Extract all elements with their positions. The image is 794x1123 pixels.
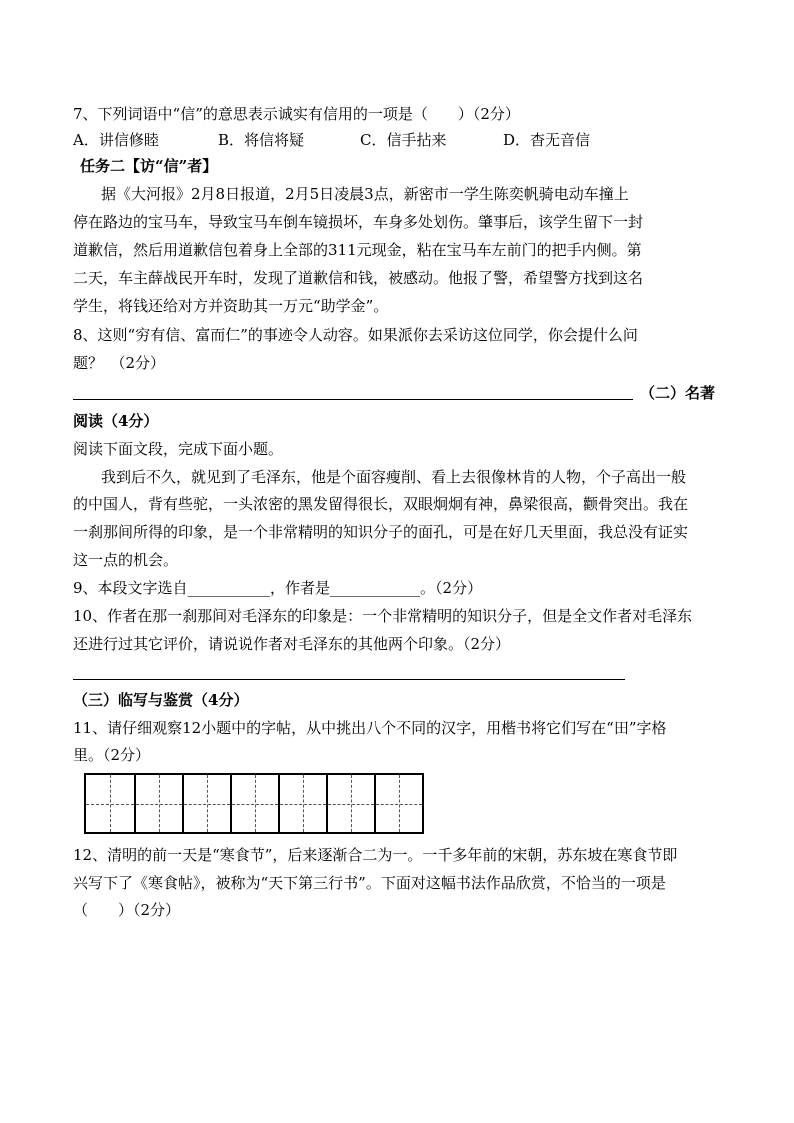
task2-para-line: 二天，车主薛战民开车时，发现了道歉信和钱，被感动。他报了警，希望警方找到这名	[73, 269, 644, 287]
task2-para-line: 学生，将钱还给对方并资助其一万元“助学金”。	[73, 297, 389, 315]
excerpt-line: 我到后不久，就见到了毛泽东，他是个面容瘦削、看上去很像林肯的人物，个子高出一般	[101, 468, 687, 486]
section2-title-cont: 阅读（4分）	[73, 412, 159, 430]
q10-stem-cont: 还进行过其它评价，请说说作者对毛泽东的其他两个印象。（2分）	[73, 635, 511, 653]
q7-option-b: B．将信将疑	[218, 131, 305, 149]
q8-stem: 8、这则“穷有信、富而仁”的事迹令人动容。如果派你去采访这位同学，你会提什么问	[73, 326, 638, 344]
tian-grid-cell[interactable]	[182, 775, 230, 832]
q12-stem-cont: 兴写下了《寒食帖》，被称为“天下第三行书”。下面对这幅书法作品欣赏，不恰当的一项是	[73, 874, 666, 892]
excerpt-line: 这一点的机会。	[73, 551, 179, 569]
q10-stem: 10、作者在那一刹那间对毛泽东的印象是：一个非常精明的知识分子，但是全文作者对毛泽东	[73, 607, 693, 625]
q9-stem: 9、本段文字选自___________，作者是____________。（2分）	[73, 579, 483, 597]
q12-stem: 12、清明的前一天是“寒食节”，后来逐渐合二为一。一千多年前的宋朝，苏东坡在寒食节即	[73, 846, 678, 864]
tian-grid-cell[interactable]	[278, 775, 326, 832]
section2-instruction: 阅读下面文段，完成下面小题。	[73, 440, 284, 458]
tian-zi-grid	[84, 773, 424, 834]
q10-answer-line[interactable]	[73, 679, 625, 680]
task2-para-line: 停在路边的宝马车，导致宝马车倒车镜损坏，车身多处划伤。肇事后，该学生留下一封	[73, 213, 644, 231]
q8-stem-cont: 题？ （2分）	[73, 354, 166, 372]
section3-title: （三）临写与鉴赏（4分）	[73, 691, 249, 709]
tian-grid-cell[interactable]	[326, 775, 374, 832]
task2-para-line: 道歉信，然后用道歉信包着身上全部的311元现金，粘在宝马车左前门的把手内侧。第	[73, 241, 642, 259]
section2-title: （二）名著	[640, 384, 716, 402]
task2-para-line: 据《大河报》2月8日报道，2月5日凌晨3点，新密市一学生陈奕帆骑电动车撞上	[101, 185, 629, 203]
excerpt-line: 的中国人，背有些驼，一头浓密的黑发留得很长，双眼炯炯有神，鼻梁很高，颧骨突出。我在	[73, 495, 689, 513]
q12-stem-cont: （ ）（2分）	[73, 901, 181, 919]
tian-grid-cell[interactable]	[86, 775, 134, 832]
q7-option-a: A．讲信修睦	[73, 131, 159, 149]
q11-stem-cont: 里。（2分）	[73, 746, 151, 764]
q11-stem: 11、请仔细观察12小题中的字帖，从中挑出八个不同的汉字，用楷书将它们写在“田”字格	[73, 719, 667, 737]
q7-stem: 7、下列词语中“信”的意思表示诚实有信用的一项是（ ）（2分）	[73, 105, 520, 123]
tian-grid-cell[interactable]	[134, 775, 182, 832]
q7-option-d: D．杳无音信	[503, 131, 591, 149]
excerpt-line: 一刹那间所得的印象，是一个非常精明的知识分子的面孔，可是在好几天里面，我总没有证实	[73, 523, 689, 541]
task2-title: 任务二【访“信”者】	[80, 157, 218, 175]
tian-grid-cell[interactable]	[374, 775, 422, 832]
tian-grid-cell[interactable]	[230, 775, 278, 832]
q7-option-c: C．信手拈来	[360, 131, 447, 149]
q8-answer-line[interactable]	[73, 399, 633, 400]
